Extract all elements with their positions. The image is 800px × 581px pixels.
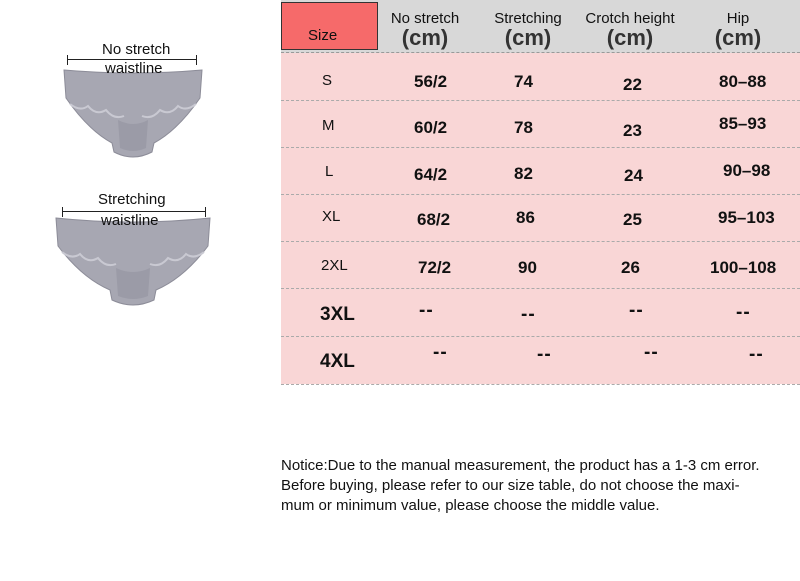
measurement-notice <box>281 456 800 516</box>
hip-value: 80–88 <box>719 72 767 91</box>
hip-value: 90–98 <box>723 161 771 180</box>
col-hip-header: Hip (cm) <box>714 10 762 50</box>
col-stretching-header: Stretching (cm) <box>494 10 562 50</box>
no-stretch-value: 64/2 <box>414 165 448 184</box>
size-2xl: 2XL <box>321 257 348 274</box>
no-stretch-value: 72/2 <box>418 258 452 277</box>
stretching-value: 82 <box>514 164 533 183</box>
hip-value: 100–108 <box>710 258 777 277</box>
row-divider <box>281 147 800 148</box>
row-divider <box>281 384 800 385</box>
hip-value: -- <box>736 302 751 323</box>
crotch-value: 22 <box>623 75 642 94</box>
no-stretch-value: 68/2 <box>417 210 451 229</box>
crotch-value: -- <box>644 342 659 363</box>
crotch-value: 24 <box>624 166 643 185</box>
size-4xl: 4XL <box>320 351 355 372</box>
size-header-label: Size <box>308 27 338 44</box>
notice-line-1: Notice:Due to the manual measurement, the product has a 1-3 cm error. <box>281 457 760 474</box>
col-crotch-height-header: Crotch height (cm) <box>585 10 675 50</box>
hip-value: 95–103 <box>718 208 775 227</box>
stretching-value: -- <box>521 304 536 325</box>
notice-line-2: Before buying, please refer to our size table, do not choose the maxi- <box>281 477 740 494</box>
stretching-value: 74 <box>514 72 533 91</box>
no-stretch-value: -- <box>419 300 434 321</box>
stretching-value: -- <box>537 344 552 365</box>
hip-value: 85–93 <box>719 114 767 133</box>
size-l: L <box>325 163 334 180</box>
crotch-value: 26 <box>621 258 640 277</box>
notice-line-3: mum or minimum value, please choose the middle value. <box>281 497 660 514</box>
stretching-waistline-label: waistline <box>101 212 159 229</box>
size-header-cell <box>281 2 378 50</box>
size-m: M <box>322 117 335 134</box>
row-divider <box>281 288 800 289</box>
crotch-value: 23 <box>623 121 642 140</box>
stretching-value: 78 <box>514 118 533 137</box>
stretching-value: 86 <box>516 208 535 227</box>
size-table <box>281 0 800 385</box>
col-no-stretch-header: No stretch (cm) <box>390 10 460 50</box>
row-divider <box>281 336 800 337</box>
no-stretch-value: 56/2 <box>414 72 448 91</box>
row-divider <box>281 100 800 101</box>
no-stretch-label: No stretch <box>102 41 171 58</box>
size-3xl: 3XL <box>320 304 355 325</box>
crotch-value: -- <box>629 300 644 321</box>
table-header <box>281 0 800 53</box>
no-stretch-value: 60/2 <box>414 118 448 137</box>
hip-value: -- <box>749 344 764 365</box>
stretching-value: 90 <box>518 258 537 277</box>
no-stretch-value: -- <box>433 342 448 363</box>
no-stretch-waistline-label: waistline <box>105 60 163 77</box>
crotch-value: 25 <box>623 210 642 229</box>
size-s: S <box>322 72 333 89</box>
row-divider <box>281 241 800 242</box>
size-xl: XL <box>322 208 341 225</box>
row-divider <box>281 194 800 195</box>
stretching-label: Stretching <box>98 191 166 208</box>
